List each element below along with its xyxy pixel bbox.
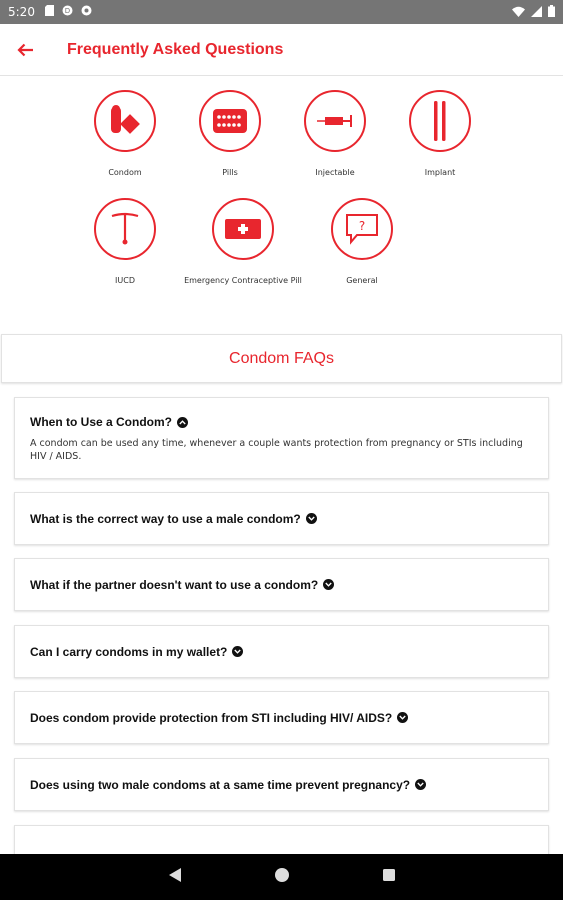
method-condom[interactable] (65, 90, 185, 177)
battery-icon (548, 5, 555, 20)
method-label: General (346, 276, 378, 285)
nav-home-button[interactable] (274, 867, 290, 888)
wifi-icon (512, 5, 525, 20)
implant-icon (409, 90, 471, 152)
faq-question (30, 415, 533, 429)
chevron-down-icon (397, 712, 408, 723)
method-label: Implant (424, 168, 456, 177)
faq-item[interactable] (14, 558, 549, 611)
chevron-down-icon (306, 513, 317, 524)
svg-text:D: D (64, 7, 71, 15)
emergency-pill-icon (212, 198, 274, 260)
faq-section-title: Condom FAQs (1, 334, 562, 383)
back-button[interactable] (0, 24, 50, 76)
method-pills[interactable] (170, 90, 290, 177)
page-title: Frequently Asked Questions (67, 40, 284, 58)
status-time: 5:20 (8, 5, 35, 19)
pills-icon (199, 90, 261, 152)
faq-item[interactable] (14, 691, 549, 744)
faq-question-text: Can I carry condoms in my wallet? (30, 644, 228, 659)
method-grid (0, 76, 563, 332)
notification-icon (62, 5, 73, 19)
faq-question (30, 778, 426, 792)
vpn-icon (81, 5, 92, 19)
app-bar (0, 24, 563, 76)
method-label: Injectable (315, 168, 355, 177)
back-arrow-icon (16, 42, 34, 58)
faq-question (30, 645, 243, 659)
system-nav-bar (0, 854, 563, 900)
iucd-icon (94, 198, 156, 260)
nav-recents-button[interactable] (382, 868, 396, 887)
nav-back-button[interactable] (168, 867, 182, 888)
method-label: Emergency Contraceptive Pill (184, 276, 302, 285)
faq-item[interactable] (14, 492, 549, 545)
faq-question-text: When to Use a Condom? (30, 415, 172, 429)
square-recents-icon (382, 868, 396, 882)
chevron-down-icon (323, 579, 334, 590)
sd-card-icon (45, 5, 54, 19)
triangle-back-icon (168, 867, 182, 883)
method-iucd[interactable] (65, 198, 185, 285)
method-label: Pills (222, 168, 238, 177)
faq-item[interactable] (14, 758, 549, 811)
method-implant[interactable] (380, 90, 500, 177)
signal-icon (531, 5, 542, 20)
circle-home-icon (274, 867, 290, 883)
faq-item[interactable] (14, 625, 549, 678)
method-general[interactable] (302, 198, 422, 285)
faq-answer: A condom can be used any time, whenever a couple wants protection from pregnancy or STIs including HIV / AIDS. (30, 438, 523, 462)
faq-question (30, 711, 408, 725)
method-injectable[interactable] (275, 90, 395, 177)
faq-question-text: What if the partner doesn't want to use a condom? (30, 577, 319, 592)
injectable-icon (304, 90, 366, 152)
faq-question (30, 578, 334, 592)
condom-icon (94, 90, 156, 152)
method-emergency-pill[interactable] (183, 198, 303, 285)
chevron-up-icon (177, 417, 188, 428)
faq-item[interactable] (14, 397, 549, 479)
chevron-down-icon (232, 646, 243, 657)
svg-text:?: ? (358, 219, 366, 233)
faq-question-text: What is the correct way to use a male condom? (30, 511, 301, 526)
chevron-down-icon (415, 779, 426, 790)
method-label: IUCD (115, 276, 135, 285)
faq-question-text: Does condom provide protection from STI including HIV/ AIDS? (30, 710, 393, 725)
general-icon (331, 198, 393, 260)
status-bar (0, 0, 563, 24)
faq-question (30, 512, 317, 526)
faq-question-text: Does using two male condoms at a same time prevent pregnancy? (30, 777, 411, 792)
method-label: Condom (108, 168, 142, 177)
